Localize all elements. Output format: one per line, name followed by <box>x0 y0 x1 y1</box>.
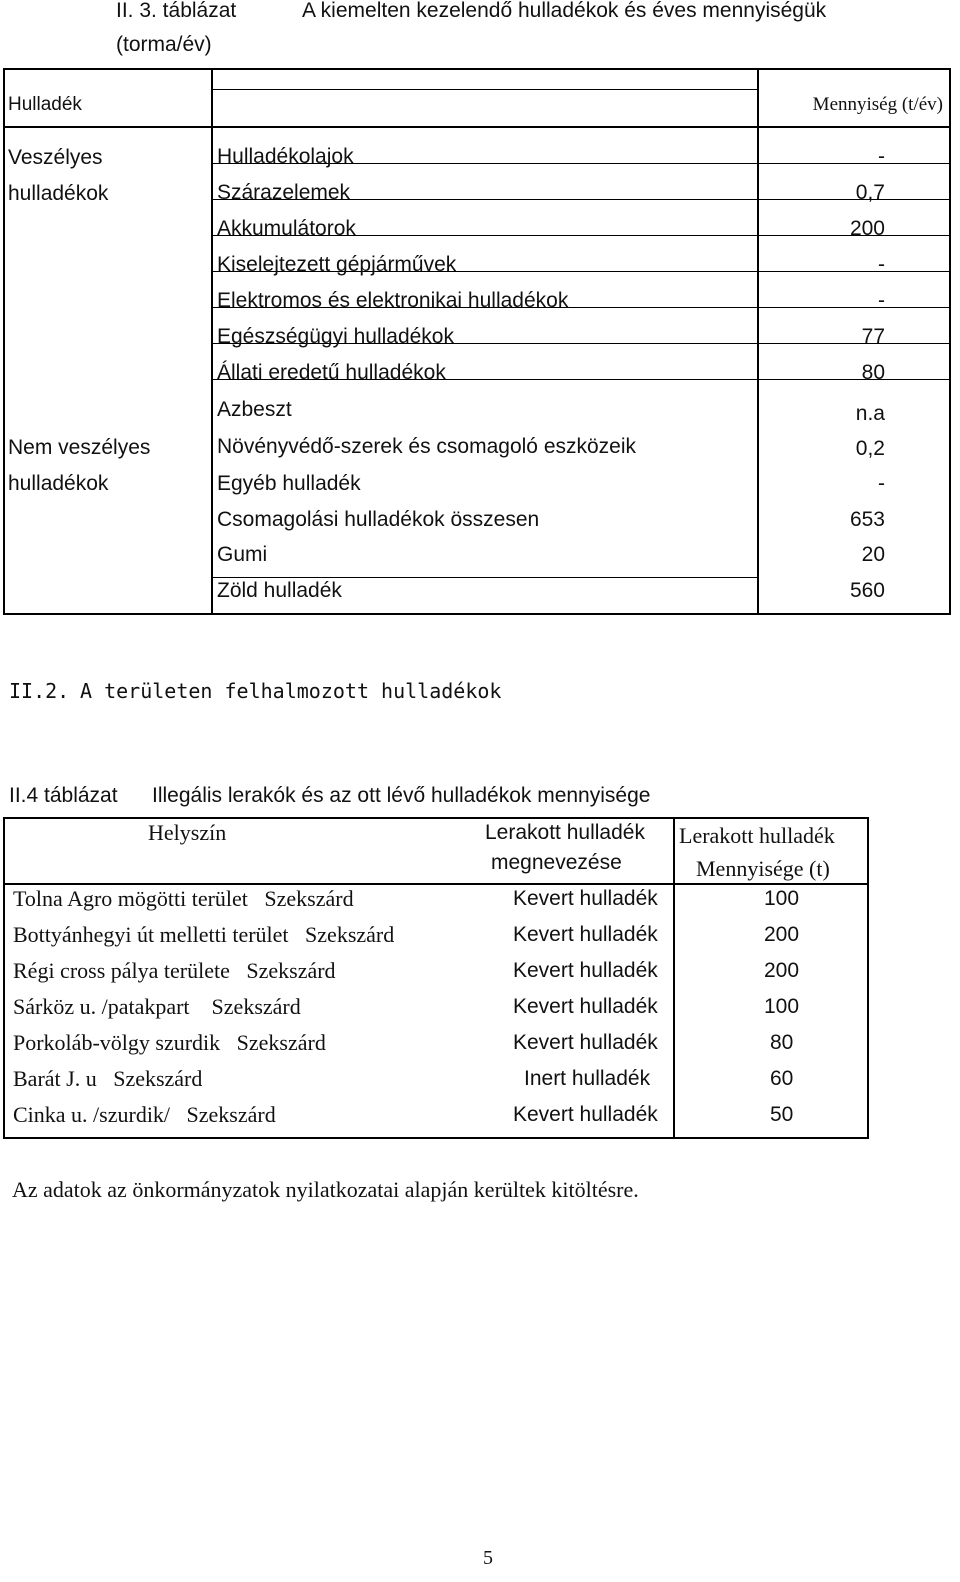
group-label-nem-veszelyes: Nem veszélyes <box>8 436 151 459</box>
waste-name: Elektromos és elektronikai hulladékok <box>217 289 569 312</box>
header-lerakott-megnevezes: Lerakott hulladék <box>485 821 645 844</box>
waste-amount: 0,2 <box>855 437 885 460</box>
border-left <box>3 68 5 615</box>
waste-amount: 77 <box>861 325 885 348</box>
table2-number: II.4 táblázat <box>9 784 118 807</box>
group-label-nem-veszelyes: hulladékok <box>8 472 109 495</box>
section-number: II.2. <box>9 679 70 703</box>
header-mennyiseg: Mennyiség (t/év) <box>812 94 943 115</box>
col-divider <box>673 817 675 1139</box>
header-divider <box>3 126 951 128</box>
waste-amount: 80 <box>861 361 885 384</box>
location-cell: Barát J. u Szekszárd <box>13 1066 203 1091</box>
header-hulladek: Hulladék <box>8 94 82 115</box>
location-cell: Cinka u. /szurdik/ Szekszárd <box>13 1102 276 1127</box>
waste-type-cell: Kevert hulladék <box>513 1031 658 1054</box>
group-label-veszelyes: hulladékok <box>8 182 109 205</box>
border-right <box>949 68 951 615</box>
waste-type-cell: Kevert hulladék <box>513 923 658 946</box>
header-lerakott-megnevezes: megnevezése <box>491 851 622 874</box>
header-divider <box>3 883 869 885</box>
waste-type-cell: Kevert hulladék <box>513 1103 658 1126</box>
col-divider-2 <box>757 68 759 615</box>
waste-amount: 200 <box>849 217 885 240</box>
waste-amount: 20 <box>861 543 885 566</box>
waste-name: Növényvédő-szerek és csomagoló eszközeik <box>217 435 637 458</box>
waste-name: Szárazelemek <box>217 181 351 204</box>
border-top <box>3 817 869 819</box>
amount-cell: 200 <box>764 923 800 946</box>
header-inner-line <box>213 89 757 90</box>
table1-number: II. 3. táblázat <box>116 0 237 22</box>
table2-title: Illegális lerakók és az ott lévő hulladékok mennyisége <box>152 784 651 807</box>
amount-cell: 60 <box>770 1067 794 1090</box>
table1-title: A kiemelten kezelendő hulladékok és éves mennyiségük <box>302 0 827 22</box>
waste-amount: - <box>878 145 885 168</box>
waste-name: Egyéb hulladék <box>217 472 361 495</box>
table-illegalis-lerakok <box>3 817 869 1139</box>
page-number: 5 <box>483 1547 493 1569</box>
border-right <box>867 817 869 1139</box>
waste-name: Zöld hulladék <box>217 579 342 602</box>
header-lerakott-mennyiseg: Lerakott hulladék <box>679 823 835 848</box>
border-bottom <box>3 1137 869 1139</box>
table-kiemelten-kezelendo <box>3 68 951 615</box>
amount-cell: 50 <box>770 1103 794 1126</box>
waste-type-cell: Kevert hulladék <box>513 887 658 910</box>
col-divider-1 <box>211 68 213 615</box>
waste-name: Akkumulátorok <box>217 217 356 240</box>
header-lerakott-mennyiseg: Mennyisége (t) <box>696 856 830 881</box>
waste-amount: 0,7 <box>855 181 885 204</box>
section-title: A területen felhalmozott hulladékok <box>80 679 502 703</box>
location-cell: Porkoláb-völgy szurdik Szekszárd <box>13 1030 326 1055</box>
waste-name: Kiselejtezett gépjárművek <box>217 253 457 276</box>
waste-amount: 560 <box>849 579 885 602</box>
group-label-veszelyes: Veszélyes <box>8 146 103 169</box>
waste-name: Hulladékolajok <box>217 145 354 168</box>
border-top <box>3 68 951 70</box>
waste-amount: n.a <box>855 402 885 425</box>
waste-amount: - <box>878 253 885 276</box>
location-cell: Sárköz u. /patakpart Szekszárd <box>13 994 301 1019</box>
amount-cell: 100 <box>764 995 800 1018</box>
border-left <box>3 817 5 1139</box>
border-bottom <box>3 613 951 615</box>
waste-amount: 653 <box>849 508 885 531</box>
amount-cell: 100 <box>764 887 800 910</box>
source-note: Az adatok az önkormányzatok nyilatkozatai alapján kerültek kitöltésre. <box>12 1177 639 1202</box>
waste-name: Csomagolási hulladékok összesen <box>217 508 540 531</box>
waste-type-cell: Kevert hulladék <box>513 995 658 1018</box>
waste-name: Állati eredetű hulladékok <box>217 361 446 384</box>
location-cell: Régi cross pálya területe Szekszárd <box>13 958 336 983</box>
header-helyszin: Helyszín <box>148 820 227 845</box>
waste-amount: - <box>878 289 885 312</box>
location-cell: Bottyánhegyi út melletti terület Szekszárd <box>13 922 395 947</box>
waste-amount: - <box>878 472 885 495</box>
row-line <box>213 577 759 578</box>
waste-name: Gumi <box>217 543 268 566</box>
waste-name: Azbeszt <box>217 398 292 421</box>
amount-cell: 80 <box>770 1031 794 1054</box>
waste-name: Egészségügyi hulladékok <box>217 325 454 348</box>
amount-cell: 200 <box>764 959 800 982</box>
location-cell: Tolna Agro mögötti terület Szekszárd <box>13 886 354 911</box>
table1-unit: (torma/év) <box>116 33 212 56</box>
waste-type-cell: Inert hulladék <box>524 1067 651 1090</box>
waste-type-cell: Kevert hulladék <box>513 959 658 982</box>
